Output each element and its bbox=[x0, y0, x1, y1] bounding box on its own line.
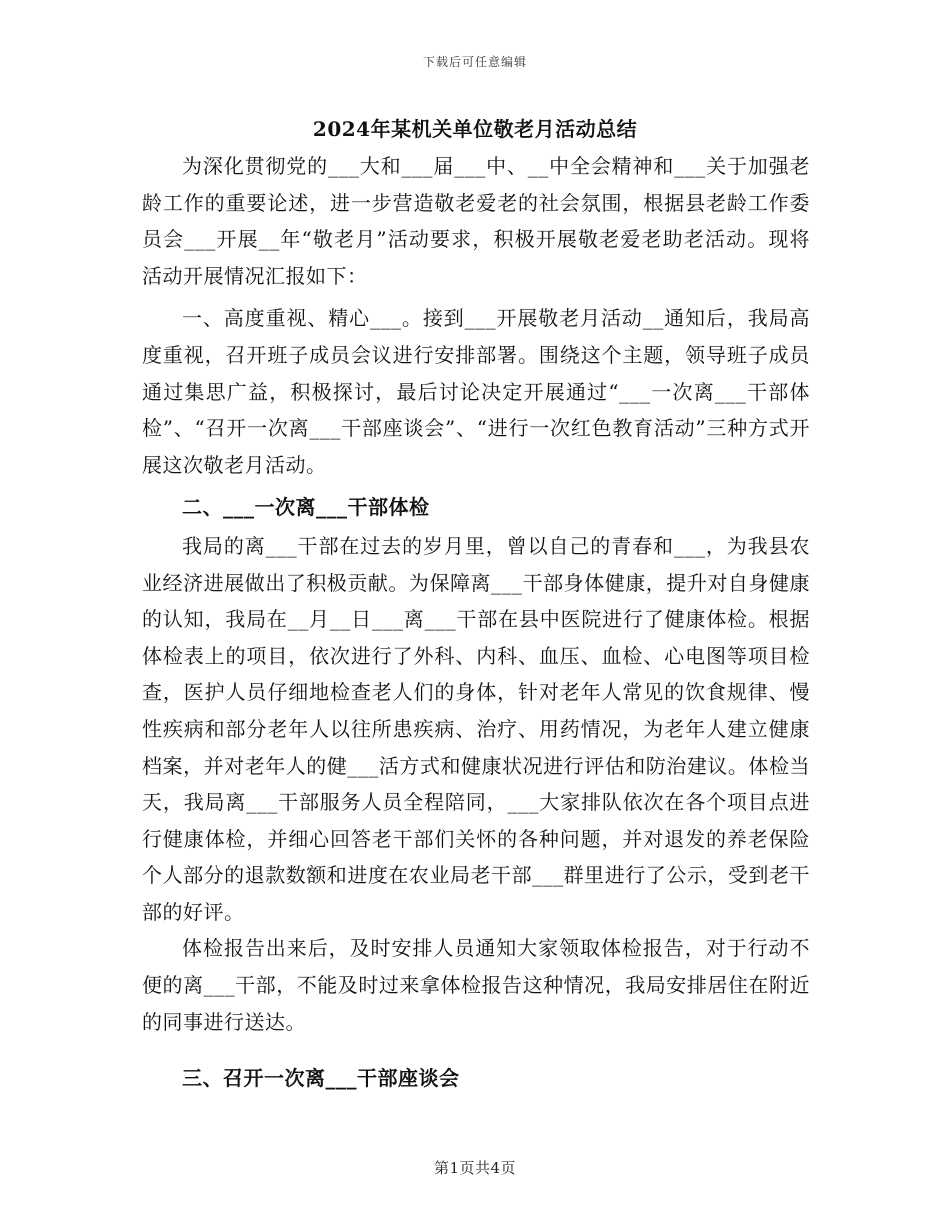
document-body bbox=[142, 148, 810, 1097]
intro-paragraph: 为深化贯彻党的___大和___届___中、__中全会精神和___关于加强老龄工作的重要论述，进一步营造敬老爱老的社会氛围，根据县老龄工作委员会___开展__年“敬老月”活动要求，积极开展敬老爱老助老活动。现将活动开展情况汇报如下： bbox=[142, 154, 810, 288]
document-title: 2024年某机关单位敬老月活动总结 bbox=[312, 117, 638, 141]
section2-paragraph-2: 体检报告出来后，及时安排人员通知大家领取体检报告，对于行动不便的离___干部，不能及时过来拿体检报告这种情况，我局安排居住在附近的同事进行送达。 bbox=[142, 936, 810, 1034]
header-note: 下载后可任意编辑 bbox=[422, 55, 527, 69]
section1-paragraph: 一、高度重视、精心___。接到___开展敬老月活动__通知后，我局高度重视，召开班子成员会议进行安排部署。围绕这个主题，领导班子成员通过集思广益，积极探讨，最后讨论决定开展通过“___一次离___干部体检”、“召开一次离___干部座谈会”、“进行一次红色教育活动”三种方式开展这次敬老月活动。 bbox=[142, 306, 810, 477]
section2-paragraph-1: 我局的离___干部在过去的岁月里，曾以自己的青春和___，为我县农业经济进展做出了积极贡献。为保障离___干部身体健康，提升对自身健康的认知，我局在__月__日___离___干部在县中医院进行了健康体检。根据体检表上的项目，依次进行了外科、内科、血压、血检、心电图等项目检查，医护人员仔细地检查老人们的身体，针对老年人常见的饮食规律、慢性疾病和部分老年人以往所患疾病、治疗、用药情况，为老年人建立健康档案，并对老年人的健___活方式和健康状况进行评估和防治建议。体检当天，我局离___干部服务人员全程陪同，___大家排队依次在各个项目点进行健康体检，并细心回答老干部们关怀的各种问题，并对退发的养老保险个人部分的退款数额和进度在农业局老干部___群里进行了公示，受到老干部的好评。 bbox=[142, 533, 810, 924]
page-footer: 第1页共4页 bbox=[433, 1159, 517, 1177]
section2-heading: 二、___一次离___干部体检 bbox=[182, 495, 430, 520]
section3-heading: 三、召开一次离___干部座谈会 bbox=[182, 1066, 460, 1091]
